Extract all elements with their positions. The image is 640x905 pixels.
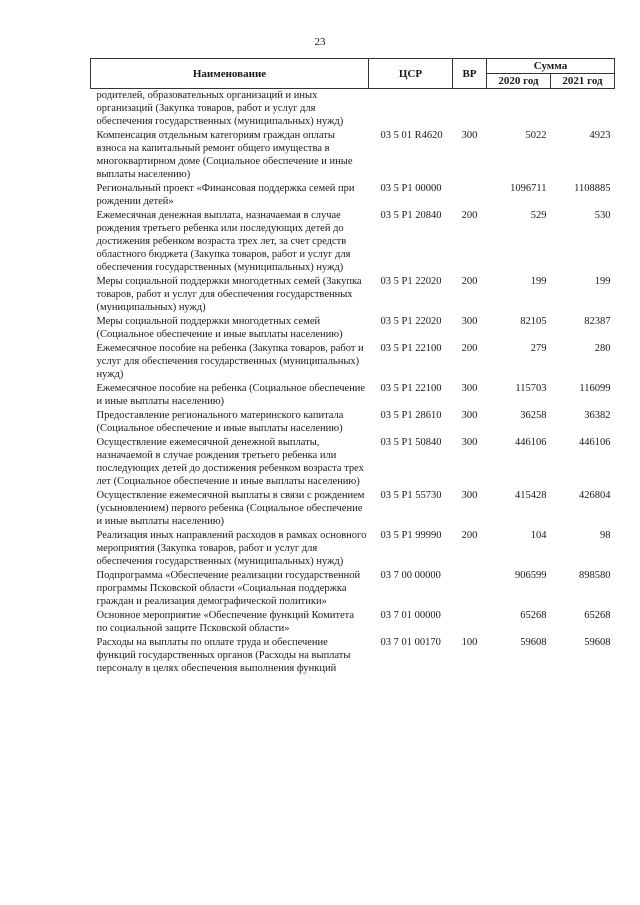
row-sum-2021: 98 [600,530,611,541]
row-vr: 300 [461,410,478,421]
table-row [91,609,615,636]
row-vr: 300 [461,383,478,394]
row-csr: 03 5 P1 22020 [380,276,442,287]
row-sum-2021: 280 [594,343,611,354]
table-row [91,342,615,382]
row-name: Осуществление ежемесячной выплаты в связи с рождением (усыновлением) первого ребенка (Социальное обеспечение и иные выплаты населению) [96,490,365,527]
table-body [91,89,615,677]
row-sum-2020: 104 [530,530,547,541]
row-name: Осуществление ежемесячной денежной выплаты, назначаемой в случае рождения третьего ребенка или последующих детей до достижения ребенком возраста трех лет (Социальное обеспечение и иные выплаты населению) [96,437,364,487]
row-vr: 200 [461,276,478,287]
row-sum-2021: 82387 [584,316,611,327]
header-year-2020: 2020 год [487,74,551,89]
row-vr: 300 [461,490,478,501]
row-sum-2020: 65268 [520,610,547,621]
header-year-2021: 2021 год [551,74,615,89]
header-csr: ЦСР [369,59,453,89]
row-sum-2021: 1108885 [574,183,611,194]
row-name: Реализация иных направлений расходов в рамках основного мероприятия (Закупка товаров, работ и услуг для обеспечения государственных (муниципальных) нужд) [96,530,367,567]
row-vr [453,609,487,636]
row-vr: 300 [461,316,478,327]
table-row [91,382,615,409]
row-sum-2021: 530 [594,210,611,221]
row-sum-2021: 116099 [579,383,611,394]
row-vr: 200 [461,343,478,354]
row-csr: 03 5 P1 00000 [380,183,442,194]
table-row [91,129,615,182]
row-sum-2020: 36258 [520,410,547,421]
row-sum-2021 [551,89,615,130]
row-sum-2021: 65268 [584,610,611,621]
row-vr: 300 [461,130,478,141]
row-vr: 200 [461,530,478,541]
row-sum-2021: 446106 [579,437,611,448]
row-sum-2021: 199 [594,276,611,287]
row-sum-2021: 898580 [579,570,611,581]
table-header [91,59,615,89]
row-sum-2020: 415428 [515,490,547,501]
row-vr [453,569,487,609]
row-vr: 100 [461,637,478,648]
row-sum-2020: 446106 [515,437,547,448]
table-row [91,275,615,315]
table-row [91,409,615,436]
row-sum-2020: 279 [530,343,547,354]
row-sum-2021: 59608 [584,637,611,648]
row-csr: 03 5 P1 50840 [380,437,442,448]
row-sum-2021: 426804 [579,490,611,501]
row-name: Основное мероприятие «Обеспечение функций Комитета по социальной защите Псковской области» [96,610,354,634]
row-sum-2021: 4923 [589,130,611,141]
row-csr: 03 5 P1 28610 [380,410,442,421]
budget-table [90,58,615,676]
table-row [91,569,615,609]
row-name: Меры социальной поддержки многодетных семей (Закупка товаров, работ и услуг для обеспечения государственных (муниципальных) нужд) [96,276,362,313]
table-row [91,315,615,342]
row-name: Ежемесячное пособие на ребенка (Закупка товаров, работ и услуг для обеспечения государственных (муниципальных) нужд) [96,343,364,380]
row-sum-2020: 906599 [515,570,547,581]
row-name: Ежемесячная денежная выплата, назначаемая в случае рождения третьего ребенка или последующих детей до достижения ребенком возраста трех лет, за счет средств областного бюджета (Закупка товаров, работ и услуг для обеспечения государственных (муниципальных) нужд) [96,210,351,273]
row-sum-2021: 36382 [584,410,611,421]
row-name: Компенсация отдельным категориям граждан оплаты взноса на капитальный ремонт общего имущества в многоквартирном доме (Социальное обеспечение и иные выплаты населению) [96,130,353,180]
budget-table-container [90,58,614,676]
table-row [91,636,615,676]
row-vr: 300 [461,437,478,448]
row-name: родителей, образовательных организаций и иных организаций (Закупка товаров, работ и услуг для обеспечения государственных (муниципальных) нужд) [96,90,344,127]
row-csr: 03 5 P1 99990 [380,530,442,541]
row-sum-2020: 115703 [515,383,547,394]
row-csr: 03 5 P1 22020 [380,316,442,327]
row-sum-2020: 59608 [520,637,547,648]
row-csr: 03 5 P1 20840 [380,210,442,221]
table-row [91,436,615,489]
row-sum-2020: 1096711 [510,183,547,194]
row-name: Региональный проект «Финансовая поддержка семей при рождении детей» [96,183,355,207]
table-row [91,529,615,569]
table-row [91,89,615,130]
row-name: Предоставление регионального материнского капитала (Социальное обеспечение и иные выплаты населению) [96,410,344,434]
row-csr: 03 7 01 00000 [380,610,441,621]
table-row [91,209,615,275]
row-csr: 03 5 P1 22100 [380,343,442,354]
page-number: 23 [314,36,326,48]
row-sum-2020: 529 [530,210,547,221]
table-row [91,489,615,529]
row-sum-2020: 199 [530,276,547,287]
row-vr: 200 [461,210,478,221]
header-name: Наименование [91,59,369,89]
row-name: Меры социальной поддержки многодетных семей (Социальное обеспечение и иные выплаты населению) [96,316,343,340]
row-sum-2020 [487,89,551,130]
row-csr: 03 5 P1 22100 [380,383,442,394]
row-vr [453,182,487,209]
row-name: Подпрограмма «Обеспечение реализации государственной программы Псковской области «Социальная поддержка граждан и реализация демографической политики» [96,570,361,607]
row-csr: 03 7 00 00000 [380,570,441,581]
row-csr: 03 5 01 R4620 [380,130,443,141]
row-csr: 03 7 01 00170 [380,637,441,648]
table-row [91,182,615,209]
header-vr: ВР [453,59,487,89]
row-csr [369,89,453,130]
row-name: Ежемесячное пособие на ребенка (Социальное обеспечение и иные выплаты населению) [96,383,366,407]
row-vr [453,89,487,130]
row-name: Расходы на выплаты по оплате труда и обеспечение функций государственных органов (Расходы на выплаты персоналу в целях обеспечения выполнения функций [96,637,351,674]
row-csr: 03 5 P1 55730 [380,490,442,501]
row-sum-2020: 5022 [525,130,547,141]
row-sum-2020: 82105 [520,316,547,327]
header-sum: Сумма [487,59,615,74]
